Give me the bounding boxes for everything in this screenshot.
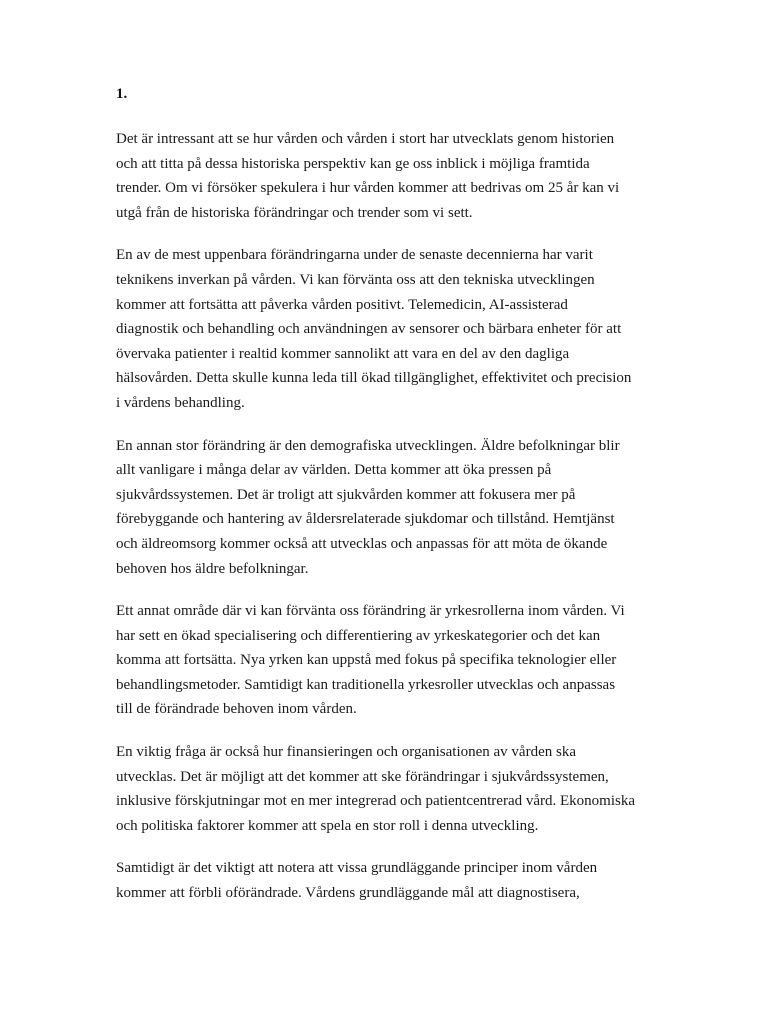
text-line: förebyggande och hantering av åldersrelaterade sjukdomar och tillstånd. Hemtjänst xyxy=(116,511,615,528)
text-line: kommer att förbli oförändrade. Vårdens grundläggande mål att diagnostisera, xyxy=(116,885,580,902)
text-line: Samtidigt är det viktigt att notera att vissa grundläggande principer inom vården xyxy=(116,860,598,877)
text-line: allt vanligare i många delar av världen. Detta kommer att öka pressen på xyxy=(116,462,552,479)
document-body xyxy=(116,127,676,924)
text-line: till de förändrade behoven inom vården. xyxy=(116,701,357,718)
section-number-heading: 1. xyxy=(116,86,128,102)
text-line: kommer att fortsätta att påverka vården positivt. Telemedicin, AI-assisterad xyxy=(116,296,568,313)
text-line: har sett en ökad specialisering och differentiering av yrkeskategorier och det kan xyxy=(116,627,601,644)
text-line: och äldreomsorg kommer också att utvecklas och anpassas för att möta de ökande xyxy=(116,535,608,552)
text-line: utgå från de historiska förändringar och trender som vi sett. xyxy=(116,204,473,221)
text-line: övervaka patienter i realtid kommer sannolikt att vara en del av den dagliga xyxy=(116,345,570,362)
text-line: behandlingsmetoder. Samtidigt kan traditionella yrkesroller utvecklas och anpassas xyxy=(116,676,616,693)
text-line: Det är intressant att se hur vården och vården i stort har utvecklats genom historien xyxy=(116,131,615,147)
paragraph-6 xyxy=(116,856,676,905)
text-line: trender. Om vi försöker spekulera i hur vården kommer att bedrivas om 25 år kan vi xyxy=(116,180,620,197)
text-line: och att titta på dessa historiska perspektiv kan ge oss inblick i möjliga framtida xyxy=(116,155,590,172)
text-line: En annan stor förändring är den demografiska utvecklingen. Äldre befolkningar blir xyxy=(116,437,620,454)
text-line: teknikens inverkan på vården. Vi kan förvänta oss att den tekniska utvecklingen xyxy=(116,271,595,288)
text-line: behoven hos äldre befolkningar. xyxy=(116,560,309,577)
paragraph-3 xyxy=(116,434,676,582)
paragraph-4 xyxy=(116,599,676,722)
text-line: Ett annat område där vi kan förvänta oss förändring är yrkesrollerna inom vården. Vi xyxy=(116,603,625,620)
text-line: hälsovården. Detta skulle kunna leda till ökad tillgänglighet, effektivitet och precision xyxy=(116,370,632,387)
paragraph-1 xyxy=(116,127,676,225)
paragraph-5 xyxy=(116,740,676,838)
text-line: diagnostik och behandling och användningen av sensorer och bärbara enheter för att xyxy=(116,321,622,338)
text-line: En viktig fråga är också hur finansieringen och organisationen av vården ska xyxy=(116,744,576,761)
text-line: sjukvårdssystemen. Det är troligt att sjukvården kommer att fokusera mer på xyxy=(116,486,576,503)
text-line: utvecklas. Det är möjligt att det kommer att ske förändringar i sjukvårdssystemen, xyxy=(116,768,609,785)
text-line: och politiska faktorer kommer att spela en stor roll i denna utveckling. xyxy=(116,817,539,834)
text-line: komma att fortsätta. Nya yrken kan uppstå med fokus på specifika teknologier eller xyxy=(116,652,617,669)
text-line: i vårdens behandling. xyxy=(116,394,245,411)
text-line: En av de mest uppenbara förändringarna under de senaste decennierna har varit xyxy=(116,247,593,264)
text-line: inklusive förskjutningar mot en mer integrerad och patientcentrerad vård. Ekonomiska xyxy=(116,793,636,810)
paragraph-2 xyxy=(116,243,676,415)
